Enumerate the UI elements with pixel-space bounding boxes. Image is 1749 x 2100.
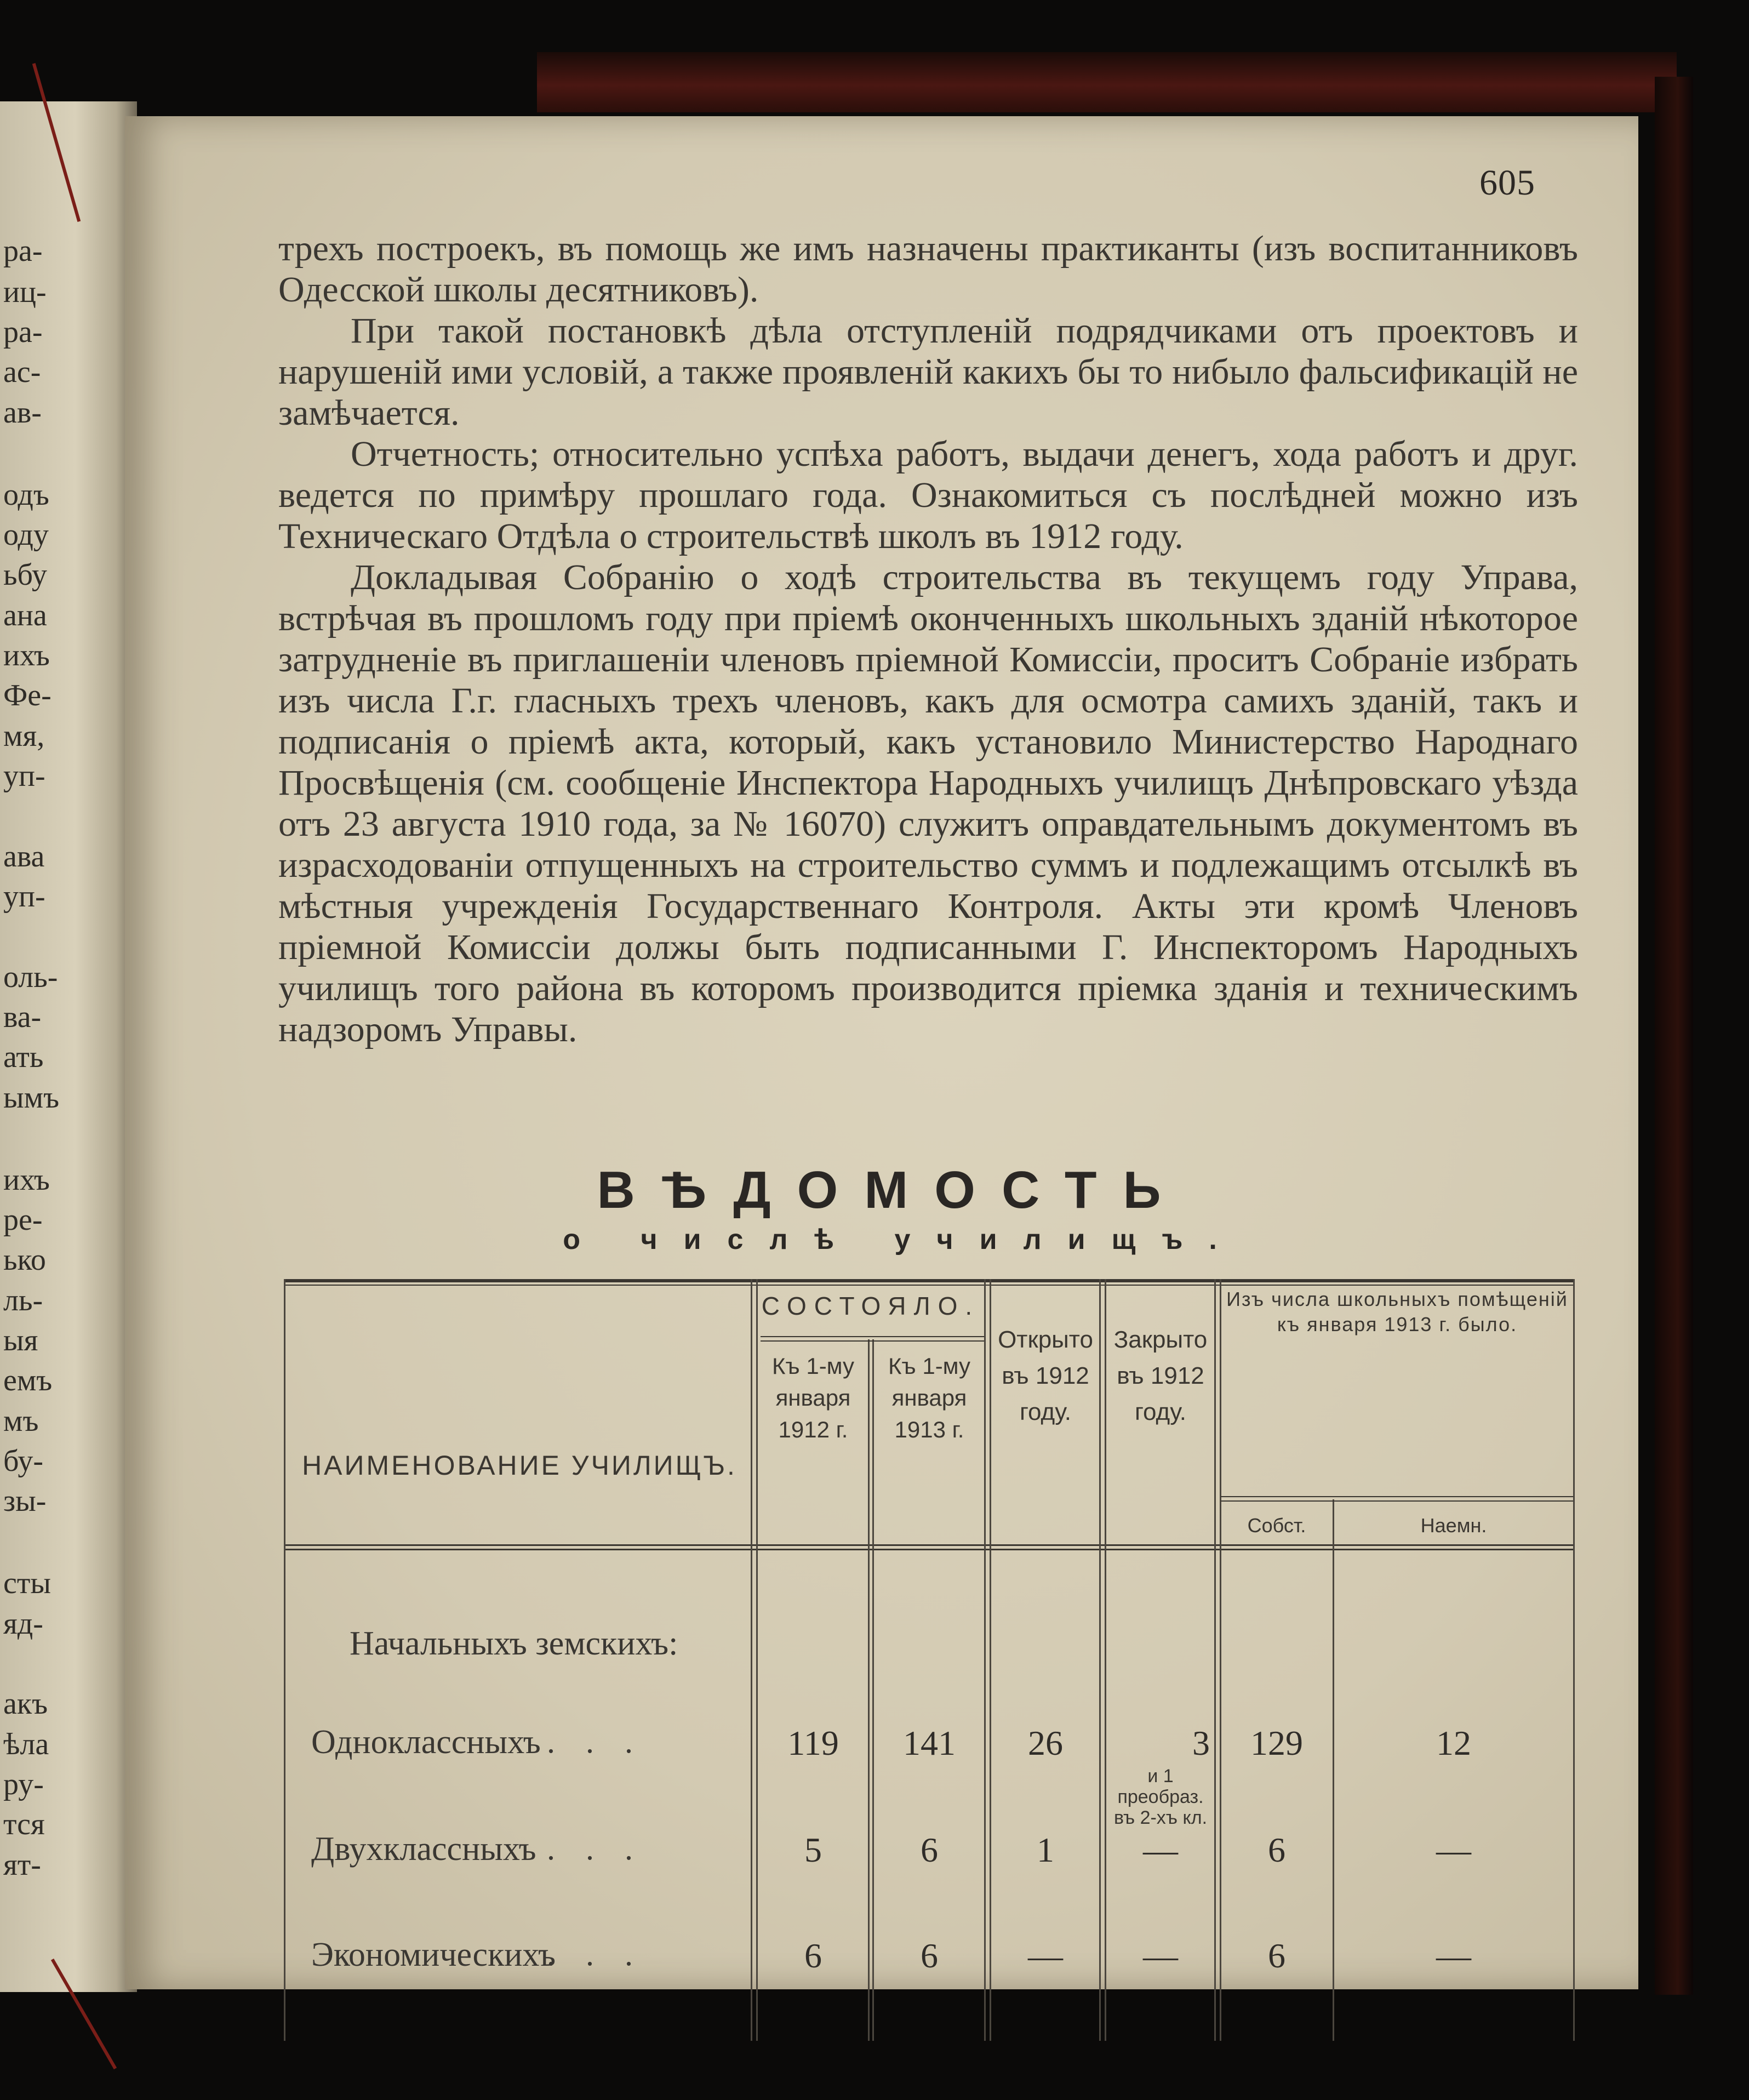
left-facing-page <box>0 101 137 1992</box>
left-fragment: ра- <box>3 234 43 268</box>
left-fragment: тся <box>3 1807 45 1841</box>
left-fragment: ас- <box>3 355 41 389</box>
row-leader-dots: ... <box>547 1830 664 1867</box>
cell-jan1912: 6 <box>804 1936 822 1975</box>
left-fragment: ыя <box>3 1323 38 1357</box>
premises-underline <box>1221 1496 1573 1497</box>
cell-rented: — <box>1436 1830 1471 1869</box>
row-name: Двухклассныхъ <box>311 1830 536 1868</box>
name-column-header: НАИМЕНОВАНИЕ УЧИЛИЩЪ. <box>302 1450 737 1481</box>
rented-column-header: Наемн. <box>1420 1514 1487 1537</box>
left-fragment: ава <box>3 840 45 874</box>
left-fragment: сты <box>3 1566 51 1600</box>
left-fragment: оду <box>3 518 49 552</box>
header-bottom-rule <box>284 1549 1575 1550</box>
cell-closed: — <box>1143 1830 1178 1869</box>
table-border <box>284 1279 285 2041</box>
cell-opened: 26 <box>1028 1724 1063 1762</box>
book-binding-right <box>1655 77 1693 1995</box>
row-name: Одноклассныхъ <box>311 1724 541 1761</box>
cell-own: 129 <box>1250 1724 1303 1762</box>
body-text <box>278 228 1578 1050</box>
cell-jan1912: 5 <box>804 1830 822 1869</box>
left-fragment: ымъ <box>3 1081 60 1115</box>
own-column-header: Собст. <box>1247 1514 1306 1537</box>
left-fragment: уп- <box>3 880 45 914</box>
left-fragment: акъ <box>3 1687 48 1721</box>
left-fragment: мя, <box>3 719 45 753</box>
cell-closed-note: и 1 преобраз. въ 2-хъ кл. <box>1113 1766 1208 1828</box>
left-fragment: одъ <box>3 478 49 512</box>
left-fragment: ав- <box>3 396 42 430</box>
row-leader-dots: ... <box>547 1936 664 1972</box>
header-bottom-rule <box>284 1544 1575 1546</box>
row-name: Экономическихъ <box>311 1936 556 1973</box>
column-divider <box>1333 1499 1334 2041</box>
left-fragment: ѣла <box>3 1727 49 1761</box>
sostoyalo-underline <box>761 1336 984 1337</box>
paragraph: При такой постановкѣ дѣла отступленій подрядчиками отъ проектовъ и нарушеній ими условій, а также проявленій какихъ бы то нибыло фальсификацій не замѣчается. <box>278 311 1578 433</box>
column-divider <box>1220 1279 1221 2041</box>
premises-group-header: Изъ числа школьныхъ помѣщеній къ января 1913 г. было. <box>1226 1288 1568 1336</box>
cell-closed: 3 <box>1192 1724 1210 1762</box>
cell-own: 6 <box>1268 1830 1285 1869</box>
table-top-rule <box>284 1279 1575 1282</box>
jan1913-column-header: Къ 1-му января 1913 г. <box>888 1353 971 1442</box>
left-fragment: ихъ <box>3 638 50 672</box>
left-fragment: мъ <box>3 1404 39 1438</box>
book-page <box>125 116 1638 1989</box>
cell-jan1913: 6 <box>921 1936 938 1975</box>
section-label: Начальныхъ земскихъ: <box>350 1625 678 1662</box>
cell-jan1913: 141 <box>903 1724 956 1762</box>
premises-underline <box>1221 1500 1573 1502</box>
table-top-rule <box>284 1285 1575 1286</box>
cell-rented: — <box>1436 1936 1471 1975</box>
left-fragment: ана <box>3 598 47 632</box>
left-fragment: емъ <box>3 1363 53 1397</box>
opened-column-header: Открыто въ 1912 году. <box>998 1326 1093 1425</box>
paragraph: Отчетность; относительно успѣха работъ, выдачи денегъ, хода работъ и друг. ведется по примѣру прошлаго года. Ознакомиться съ послѣдней можно изъ Техническаго Отдѣла о строительствѣ школъ въ 1912 году. <box>278 434 1578 556</box>
paragraph: трехъ построекъ, въ помощь же имъ назначены практиканты (изъ воспитанниковъ Одесской школы десятниковъ). <box>278 229 1578 310</box>
left-fragment: зы- <box>3 1484 47 1518</box>
column-divider <box>756 1279 758 2041</box>
sostoyalo-underline <box>761 1340 984 1342</box>
cell-closed: — <box>1143 1936 1178 1975</box>
table-heading: ВѢДОМОСТЬ <box>597 1161 1187 1219</box>
left-fragment: ль- <box>3 1283 43 1317</box>
left-fragment: ят- <box>3 1848 41 1882</box>
left-fragment: яд- <box>3 1607 43 1641</box>
cell-opened: — <box>1028 1936 1063 1975</box>
cell-rented: 12 <box>1436 1724 1471 1762</box>
book-binding-top <box>537 52 1677 112</box>
cell-jan1913: 6 <box>921 1830 938 1869</box>
left-fragment: ьбу <box>3 558 47 592</box>
left-fragment: ру- <box>3 1767 44 1801</box>
jan1912-column-header: Къ 1-му января 1912 г. <box>771 1353 855 1442</box>
column-divider <box>868 1339 870 2041</box>
cell-own: 6 <box>1268 1936 1285 1975</box>
paragraph: Докладывая Собранію о ходѣ строительства въ текущемъ году Управа, встрѣчая въ прошломъ году при пріемѣ оконченныхъ школьныхъ зданій нѣкоторое затрудненіе въ приглашеніи членовъ пріемной Комиссіи, проситъ Собраніе избрать изъ числа Г.г. гласныхъ трехъ членовъ, какъ для осмотра самихъ зданій, такъ и подписанія о пріемѣ акта, который, какъ установило Министерство Народнаго Просвѣщенія (см. сообщеніе Инспектора Народныхъ училищъ Днѣпровскаго уѣзда отъ 23 августа 1910 года, за № 16070) служитъ оправдательнымъ документомъ въ израсходованіи отпущенныхъ на строительство суммъ и подлежащимъ отсылкѣ въ мѣстныя учрежденія Государственнаго Контроля. Акты эти кромѣ Членовъ пріемной Комиссіи должы быть подписанными Г. Инспекторомъ Народныхъ училищъ того района въ которомъ производится пріемка зданія и техническимъ надзоромъ Управы. <box>278 557 1578 1049</box>
closed-column-header: Закрыто въ 1912 году. <box>1113 1326 1208 1425</box>
cell-jan1912: 119 <box>787 1724 839 1762</box>
sostoyalo-group-header: СОСТОЯЛО. <box>761 1292 980 1320</box>
column-divider <box>751 1279 752 2041</box>
table-subheading: о числѣ училищъ. <box>563 1224 1243 1256</box>
cell-opened: 1 <box>1037 1830 1054 1869</box>
left-fragment: ре- <box>3 1203 43 1237</box>
page-number: 605 <box>1479 163 1535 203</box>
left-fragment: ько <box>3 1243 46 1277</box>
left-fragment: бу- <box>3 1444 44 1478</box>
left-fragment: ихъ <box>3 1163 50 1197</box>
left-fragment: ать <box>3 1040 44 1074</box>
left-fragment: оль- <box>3 960 58 994</box>
schools-table <box>284 1279 1575 2041</box>
left-fragment: ра- <box>3 315 43 349</box>
left-fragment: иц- <box>3 275 47 309</box>
left-fragment: Фе- <box>3 678 52 712</box>
left-fragment: ва- <box>3 1000 42 1034</box>
table-border <box>1573 1279 1575 2041</box>
left-fragment: уп- <box>3 759 45 793</box>
row-leader-dots: ... <box>547 1724 664 1760</box>
